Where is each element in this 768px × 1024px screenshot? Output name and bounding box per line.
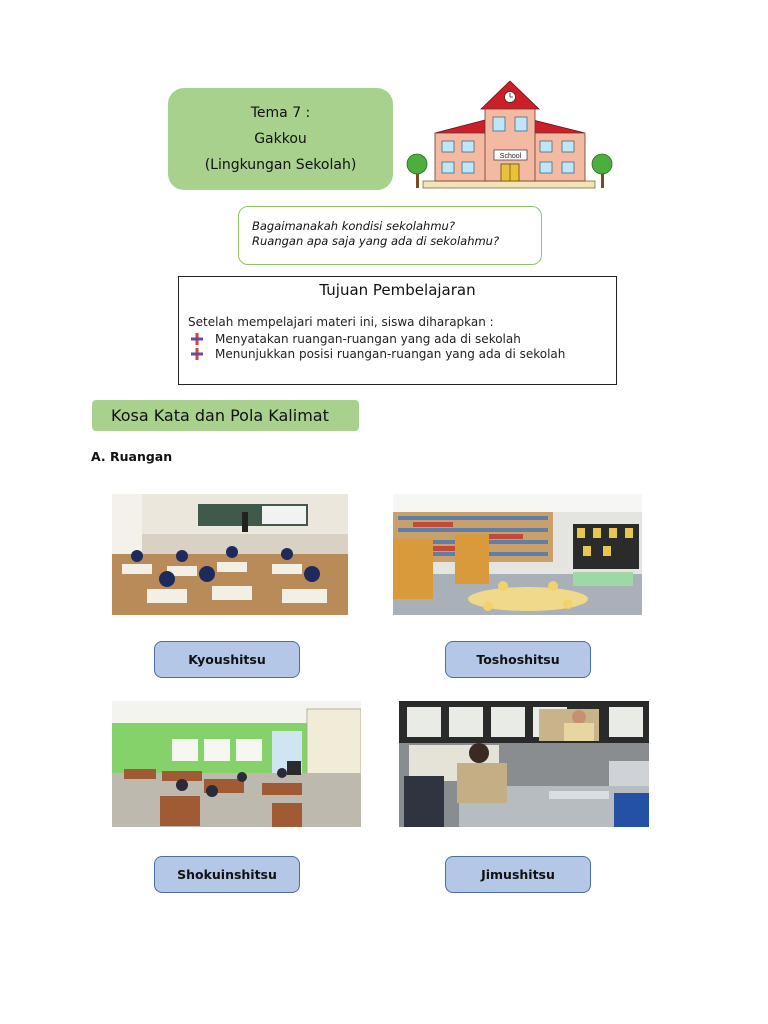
list-item [191, 331, 565, 346]
cross-bullet-icon [191, 348, 203, 360]
theme-number: Tema 7 : [250, 105, 311, 121]
theme-subtitle: (Lingkungan Sekolah) [204, 157, 357, 173]
school-sign: School [499, 153, 522, 160]
school-illustration [405, 78, 617, 193]
classroom-photo [112, 494, 348, 615]
objectives-list [191, 331, 565, 361]
room-label-kyoushitsu: Kyoushitsu [154, 641, 300, 678]
section-heading [92, 400, 359, 431]
room-label-toshoshitsu: Toshoshitsu [445, 641, 591, 678]
theme-name: Gakkou [254, 131, 307, 147]
question-1: Bagaimanakah kondisi sekolahmu? [252, 219, 455, 233]
list-item [191, 346, 565, 361]
room-label-jimushitsu: Jimushitsu [445, 856, 591, 893]
theme-box [168, 88, 393, 190]
objectives-title: Tujuan Pembelajaran [319, 281, 476, 299]
office-photo [399, 701, 649, 827]
objective-text: Menyatakan ruangan-ruangan yang ada di sekolah [215, 331, 521, 346]
library-photo [393, 494, 642, 615]
learning-objectives-box [178, 276, 617, 385]
teachers-room-photo [112, 701, 361, 827]
question-2: Ruangan apa saja yang ada di sekolahmu? [252, 234, 500, 248]
cross-bullet-icon [191, 333, 203, 345]
subsection-title: A. Ruangan [91, 449, 173, 464]
objective-text: Menunjukkan posisi ruangan-ruangan yang ada di sekolah [215, 346, 566, 361]
section-title: Kosa Kata dan Pola Kalimat [111, 406, 329, 425]
question-box [238, 206, 542, 265]
objectives-intro: Setelah mempelajari materi ini, siswa diharapkan : [188, 315, 494, 329]
room-label-shokuinshitsu: Shokuinshitsu [154, 856, 300, 893]
